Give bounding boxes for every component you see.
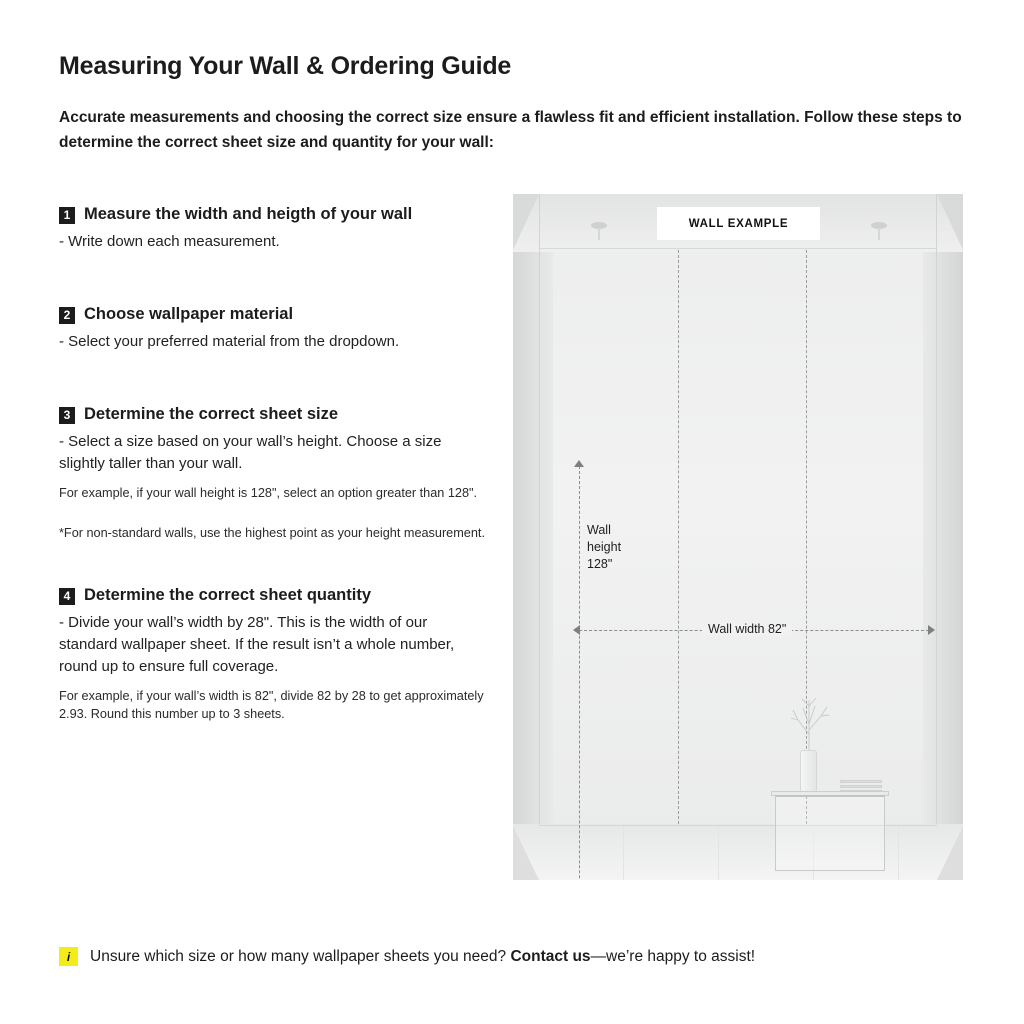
ceiling-edge-right [937, 194, 963, 250]
step-1-number: 1 [59, 207, 75, 224]
floor-board-seam [623, 826, 624, 880]
step-1-body: - Write down each measurement. [59, 233, 280, 250]
footer-text [90, 948, 755, 966]
step-1-header [59, 205, 489, 224]
floor-board-seam [718, 826, 719, 880]
floor-edge-left [513, 826, 539, 880]
step-3 [59, 405, 489, 542]
step-4-header [59, 586, 489, 605]
wall-height-label-line-3: 128" [587, 557, 613, 571]
wall-width-arrow-right [928, 625, 935, 635]
wall-height-arrow-top [574, 460, 584, 467]
step-2-body: - Select your preferred material from the dropdown. [59, 333, 400, 350]
info-icon: i [59, 947, 78, 966]
wall-height-label [587, 522, 621, 573]
corner-line-left [539, 194, 540, 880]
wall-width-arrow-left [573, 625, 580, 635]
wall-width-label: Wall width 82" [702, 622, 792, 636]
wall-height-label-line-2: height [587, 540, 622, 554]
step-2-header [59, 305, 489, 324]
corner-line-right [936, 194, 937, 880]
footer-help-note [59, 947, 755, 966]
floor-edge-right [937, 826, 963, 880]
wallpaper-seam [678, 250, 679, 824]
vase [800, 750, 817, 794]
step-1-title: Measure the width and heigth of your wall [84, 205, 413, 223]
step-2-title: Choose wallpaper material [84, 305, 294, 323]
contact-us-link[interactable]: Contact us [510, 947, 591, 965]
floor [513, 824, 963, 880]
step-3-note-nonstandard: *For non-standard walls, use the highest point as your height measurement. [59, 526, 485, 540]
wall-height-dimension-line [579, 466, 580, 880]
step-3-body: - Select a size based on your wall’s height. Choose a size slightly taller than your wall. [59, 433, 442, 472]
left-side-wall [513, 194, 553, 880]
step-4-note: For example, if your wall’s width is 82", divide 82 by 28 to get approximately 2.93. Round this number up to 3 sheets. [59, 689, 484, 721]
footer-text-after: —we’re happy to assist! [590, 947, 756, 965]
step-2 [59, 305, 489, 353]
wall-height-label-line-1: Wall [587, 523, 611, 537]
ceiling-seam-line [539, 248, 937, 249]
step-3-header [59, 405, 489, 424]
floor-board-seam [898, 826, 899, 880]
ceiling-spotlight-stem [878, 228, 880, 240]
spacer-1 [59, 253, 489, 305]
step-4-body: - Divide your wall’s width by 28". This is the width of our standard wallpaper sheet. If the result isn’t a whole number, round up to ensure full coverage. [59, 614, 455, 675]
wall-example-tag: WALL EXAMPLE [657, 207, 820, 240]
step-2-number: 2 [59, 307, 75, 324]
page-title: Measuring Your Wall & Ordering Guide [59, 52, 512, 80]
footer-text-before: Unsure which size or how many wallpaper sheets you need? [90, 947, 511, 965]
intro-paragraph: Accurate measurements and choosing the correct size ensure a flawless fit and efficient installation. Follow these steps to determine the correct sheet size and quantity for your wall: [59, 109, 962, 151]
spacer-3 [59, 542, 489, 586]
step-3-note: For example, if your wall height is 128", select an option greater than 128". [59, 486, 478, 500]
step-3-number: 3 [59, 407, 75, 424]
ceiling-edge-left [513, 194, 539, 250]
branch-decoration-icon [785, 694, 835, 754]
step-4-title: Determine the correct sheet quantity [84, 586, 371, 604]
steps-list [59, 205, 489, 723]
step-3-title: Determine the correct sheet size [84, 405, 339, 423]
step-4 [59, 586, 489, 723]
spacer-2 [59, 353, 489, 405]
right-side-wall [923, 194, 963, 880]
console-table [775, 795, 885, 871]
ceiling-spotlight-stem [598, 228, 600, 240]
step-1 [59, 205, 489, 253]
step-4-number: 4 [59, 588, 75, 605]
wall-example-illustration [513, 194, 963, 880]
